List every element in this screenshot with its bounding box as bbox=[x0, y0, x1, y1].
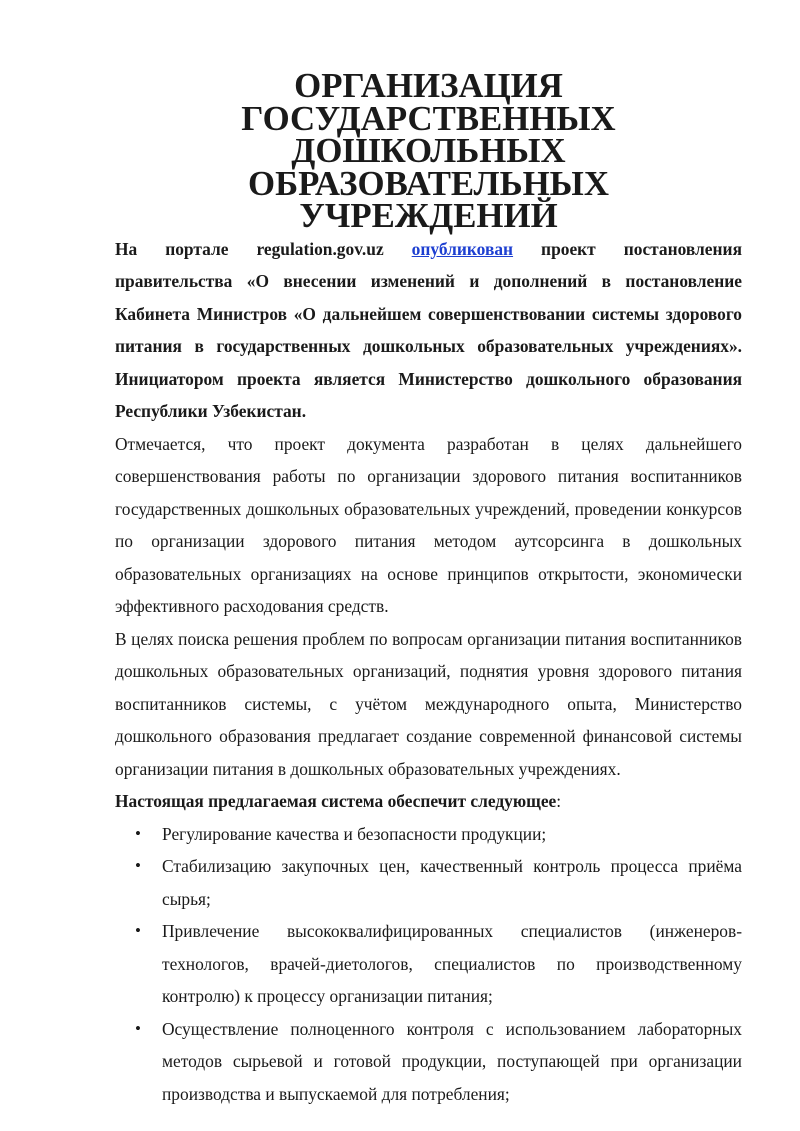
list-heading-colon: : bbox=[556, 791, 562, 811]
lead-paragraph bbox=[115, 233, 742, 428]
title-line-1: ОРГАНИЗАЦИЯ ГОСУДАРСТВЕННЫХ ДОШКОЛЬНЫХ bbox=[241, 66, 616, 170]
list-item bbox=[115, 1013, 742, 1111]
bullet-icon: • bbox=[135, 856, 141, 875]
list-item bbox=[115, 915, 742, 1013]
bullet-icon: • bbox=[135, 921, 141, 940]
bullet-list bbox=[115, 818, 742, 1111]
list-item bbox=[115, 818, 742, 851]
bullet-icon: • bbox=[135, 823, 141, 843]
list-item-text: Стабилизацию закупочных цен, качественный контроль процесса приёма сырья; bbox=[162, 856, 742, 909]
published-link[interactable]: опубликован bbox=[411, 238, 514, 259]
list-item bbox=[115, 850, 742, 915]
document-page bbox=[115, 66, 742, 1110]
title-line-2: ОБРАЗОВАТЕЛЬНЫХ УЧРЕЖДЕНИЙ bbox=[248, 163, 609, 235]
bullet-icon: • bbox=[135, 1018, 141, 1038]
lead-text-after-link: проект постановления правительства «О внесении изменений и дополнений в постановление Кабинета Министров «О дальнейшем совершенствовании системы здорового питания в государственных дошкольных образовательных учреждениях». Инициатором проекта является Министерство дошкольного образования Республики Узбекистан. bbox=[115, 238, 742, 421]
document-title bbox=[115, 66, 742, 235]
list-item-text: Осуществление полноценного контроля с использованием лабораторных методов сырьевой и готовой продукции, поступающей при организации производства и выпускаемой для потребления; bbox=[162, 1018, 742, 1104]
paragraph-1: Отмечается, что проект документа разработан в целях дальнейшего совершенствования работы по организации здорового питания воспитанников государственных дошкольных образовательных учреждений, проведении конкурсов по организации здорового питания методом аутсорсинга в дошкольных образовательных организациях на основе принципов открытости, экономически эффективного расходования средств. bbox=[115, 433, 742, 616]
list-heading-text: Настоящая предлагаемая система обеспечит следующее bbox=[115, 791, 557, 811]
list-item-text: Регулирование качества и безопасности продукции; bbox=[162, 823, 547, 844]
list-heading bbox=[115, 785, 742, 818]
list-item-text: Привлечение высококвалифицированных специалистов (инженеров-технологов, врачей-диетологов, специалистов по производственному контролю) к процессу организации питания; bbox=[162, 921, 742, 1006]
lead-text-before-link: На портале regulation.gov.uz bbox=[115, 238, 412, 259]
paragraph-2: В целях поиска решения проблем по вопросам организации питания воспитанников дошкольных образовательных организаций, поднятия уровня здорового питания воспитанников системы, с учётом международного опыта, Министерство дошкольного образования предлагает создание современной финансовой системы организации питания в дошкольных образовательных учреждениях. bbox=[115, 628, 742, 779]
